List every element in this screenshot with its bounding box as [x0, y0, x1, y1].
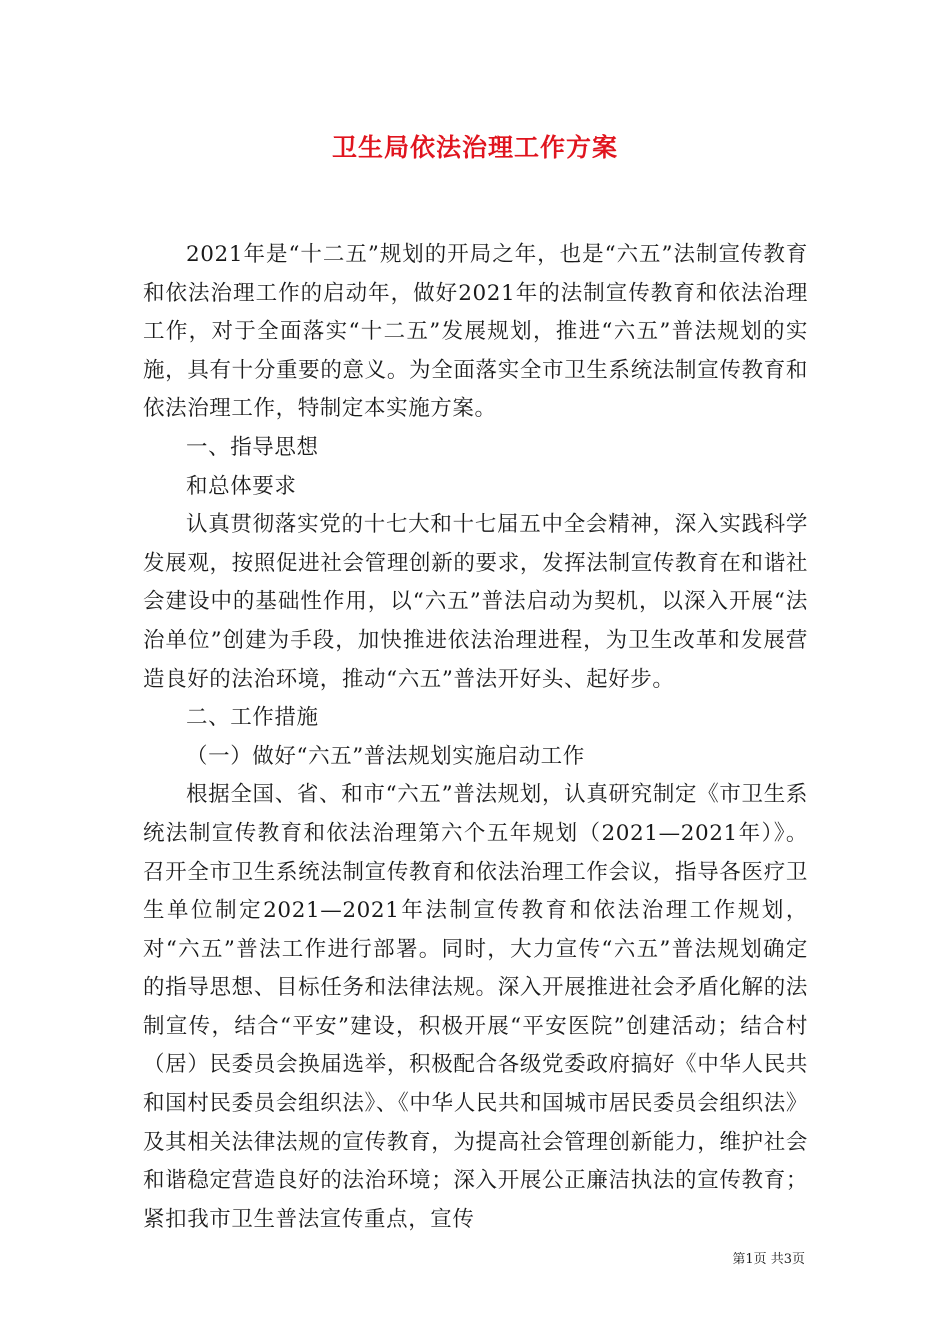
section-heading-1-continued: 和总体要求 — [186, 473, 297, 499]
paragraph-measures: 根据全国、省、和市“六五”普法规划，认真研究制定《市卫生系统法制宣传教育和依法治理第六个五年规划（2021—2021年）》。召开全市卫生系统法制宣传教育和依法治理工作会议，指导各医疗卫生单位制定2021—2021年法制宣传教育和依法治理工作规划，对“六五”普法工作进行部署。同时，大力宣传“六五”普法规划确定的指导思想、目标任务和法律法规。深入开展推进社会矛盾化解的法制宣传，结合“平安”建设，积极开展“平安医院”创建活动；结合村（居）民委员会换届选举，积极配合各级党委政府搞好《中华人民共和国村民委员会组织法》、《中华人民共和国城市居民委员会组织法》及其相关法律法规的宣传教育，为提高社会管理创新能力，维护社会和谐稳定营造良好的法治环境；深入开展公正廉洁执法的宣传教育；紧扣我市卫生普法宣传重点，宣传 — [143, 782, 808, 1232]
document-body — [143, 236, 808, 1239]
section-heading-2: 二、工作措施 — [186, 705, 319, 731]
page-number: 第1页 共3页 — [732, 1252, 805, 1267]
subsection-heading-1: （一）做好“六五”普法规划实施启动工作 — [186, 743, 585, 769]
paragraph-intro: 2021年是“十二五”规划的开局之年，也是“六五”法制宣传教育和依法治理工作的启动年，做好2021年的法制宣传教育和依法治理工作，对于全面落实“十二五”发展规划，推进“六五”普法规划的实施，具有十分重要的意义。为全面落实全市卫生系统法制宣传教育和依法治理工作，特制定本实施方案。 — [143, 242, 808, 422]
document-title: 卫生局依法治理工作方案 — [331, 133, 618, 162]
paragraph-guiding-thought: 认真贯彻落实党的十七大和十七届五中全会精神，深入实践科学发展观，按照促进社会管理创新的要求，发挥法制宣传教育在和谐社会建设中的基础性作用，以“六五”普法启动为契机，以深入开展“法治单位”创建为手段，加快推进依法治理进程，为卫生改革和发展营造良好的法治环境，推动“六五”普法开好头、起好步。 — [143, 512, 808, 692]
section-heading-1: 一、指导思想 — [186, 434, 319, 460]
